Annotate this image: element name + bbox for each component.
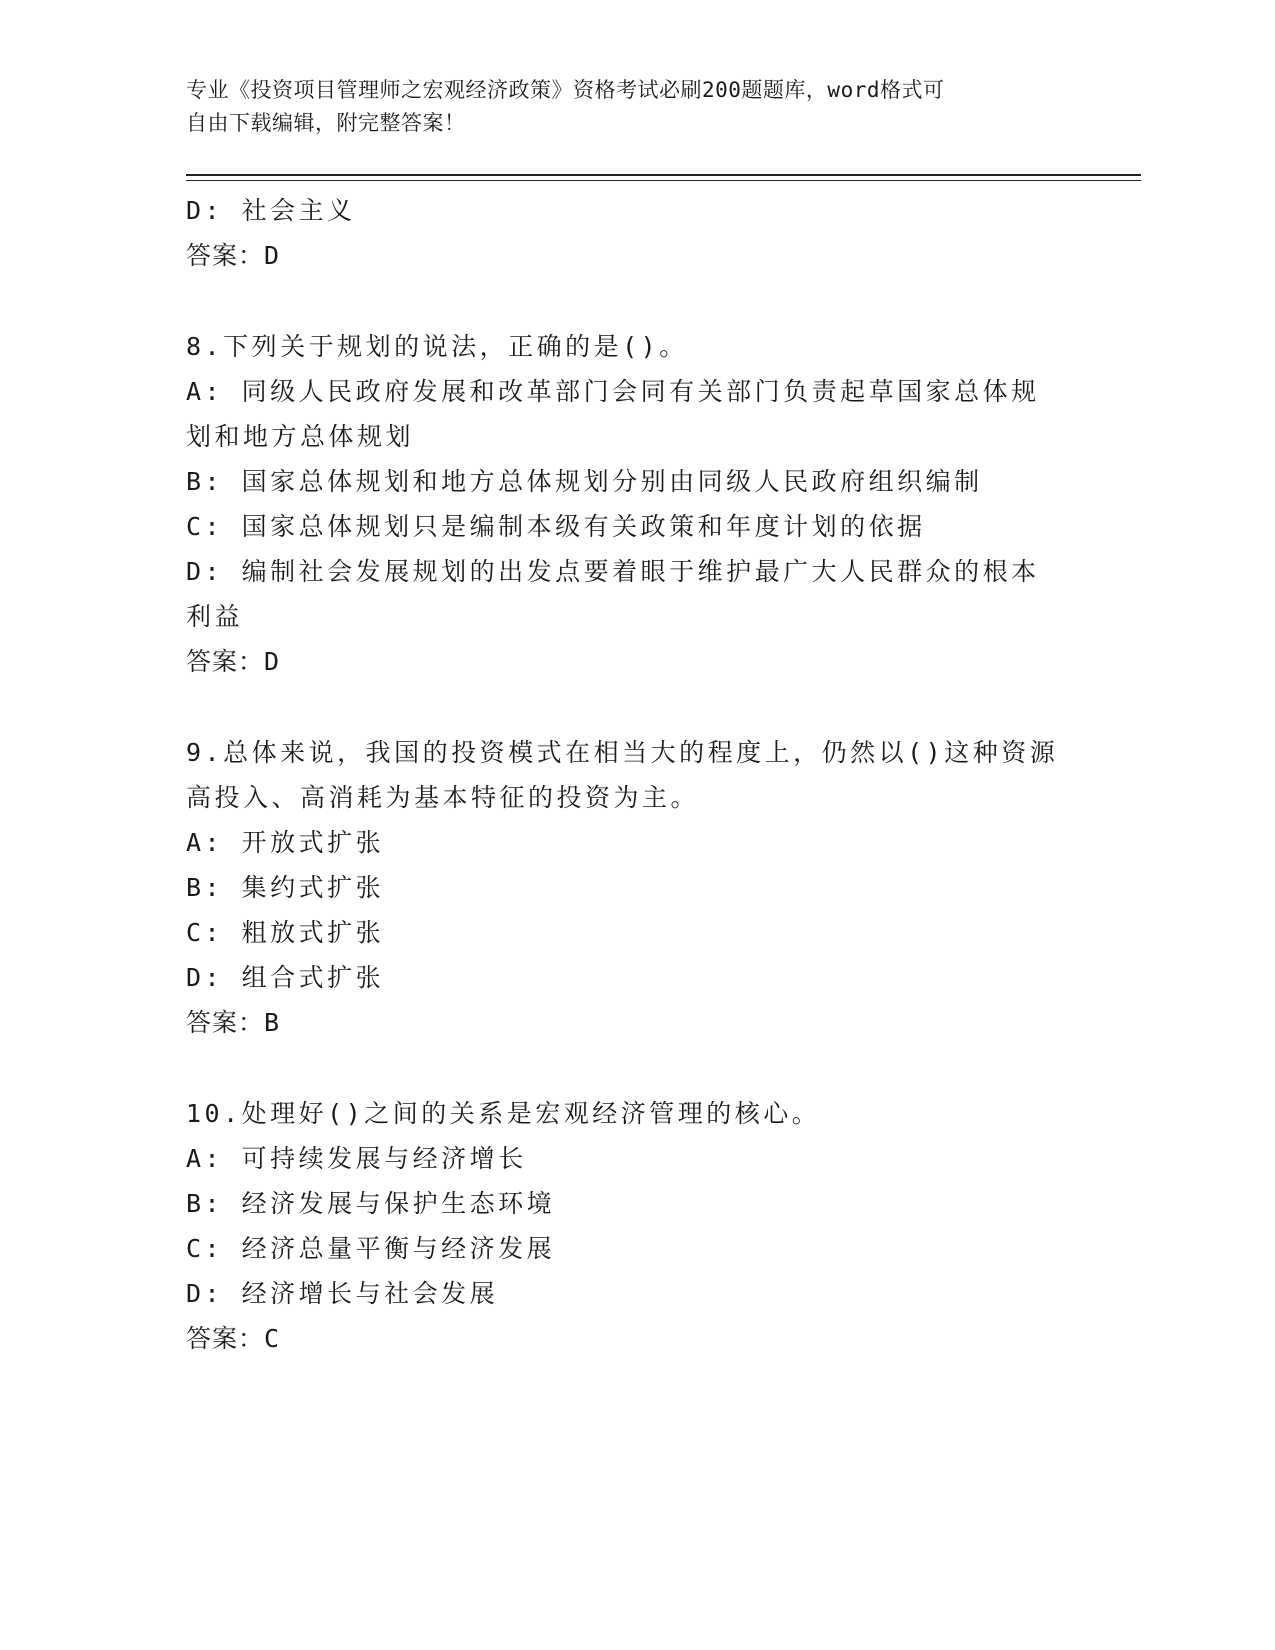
option-d: D: 编制社会发展规划的出发点要着眼于维护最广大人民群众的根本利益 [186,557,1040,631]
question-body [186,188,1066,1361]
option-c: C: 粗放式扩张 [186,918,385,947]
question-9 [186,730,1066,1045]
question-10 [186,1091,1066,1361]
option-c: C: 经济总量平衡与经济发展 [186,1234,556,1263]
option-c: C: 国家总体规划只是编制本级有关政策和年度计划的依据 [186,512,926,541]
question-8 [186,324,1066,684]
option-a: A: 开放式扩张 [186,828,385,857]
answer-line: 答案：D [186,647,281,676]
previous-question-tail [186,188,1066,278]
header-line-2: 自由下载编辑，附完整答案！ [186,111,466,135]
header-line-1: 专业《投资项目管理师之宏观经济政策》资格考试必刷200题题库，word格式可 [186,78,945,102]
option-b: B: 经济发展与保护生态环境 [186,1189,556,1218]
document-header [186,74,1066,140]
option-d: D: 社会主义 [186,196,356,225]
option-a: A: 可持续发展与经济增长 [186,1144,527,1173]
header-rule-thin [186,180,1141,181]
option-b: B: 集约式扩张 [186,873,385,902]
answer-line: 答案：C [186,1324,281,1353]
header-rule-thick [186,174,1141,176]
option-a: A: 同级人民政府发展和改革部门会同有关部门负责起草国家总体规划和地方总体规划 [186,377,1040,451]
option-b: B: 国家总体规划和地方总体规划分别由同级人民政府组织编制 [186,467,983,496]
question-stem: 9.总体来说，我国的投资模式在相当大的程度上，仍然以()这种资源高投入、高消耗为基本特征的投资为主。 [186,738,1059,812]
option-d: D: 经济增长与社会发展 [186,1279,499,1308]
answer-line: 答案：D [186,241,281,270]
answer-line: 答案：B [186,1008,281,1037]
option-d: D: 组合式扩张 [186,963,385,992]
question-stem: 8.下列关于规划的说法，正确的是()。 [186,332,688,361]
question-stem: 10.处理好()之间的关系是宏观经济管理的核心。 [186,1099,821,1128]
